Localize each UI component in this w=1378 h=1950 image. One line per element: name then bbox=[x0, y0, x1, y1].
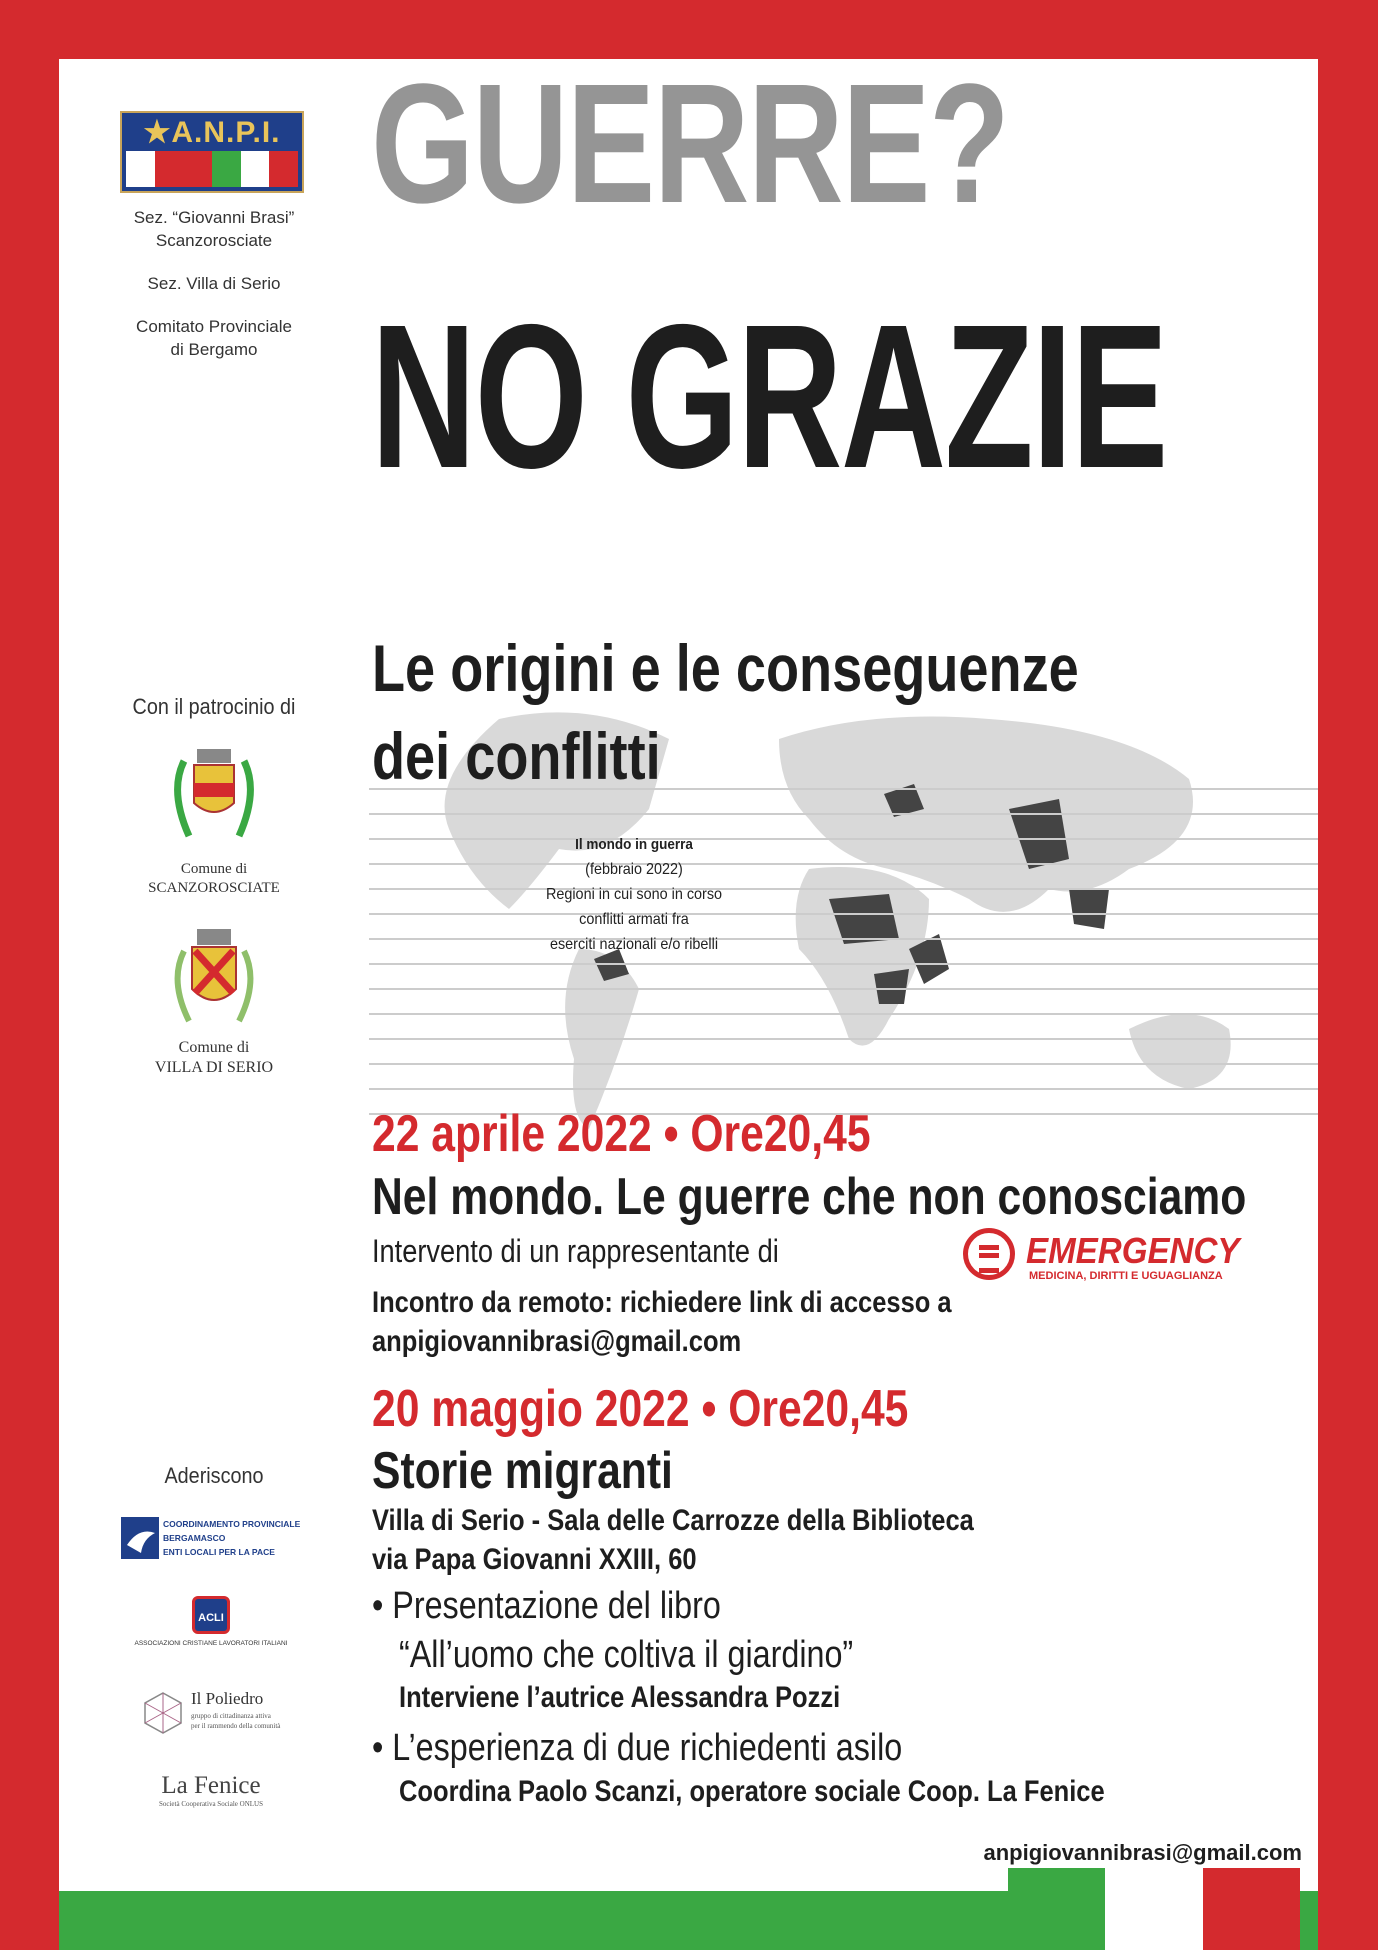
event2-venue: Villa di Serio - Sala delle Carrozze della Biblioteca bbox=[372, 1504, 974, 1537]
event2-book-title: “All’uomo che coltiva il giardino” bbox=[399, 1634, 854, 1676]
anpi-section-town: Scanzorosciate bbox=[155, 231, 273, 250]
comune-scanzorosciate: Comune di SCANZOROSCIATE bbox=[148, 861, 280, 896]
event1-speaker: Intervento di un rappresentante di bbox=[372, 1233, 779, 1269]
coordinamento-line2: BERGAMASCO bbox=[163, 1533, 226, 1543]
poliedro-caption1: gruppo di cittadinanza attiva bbox=[191, 1712, 271, 1720]
map-legend bbox=[540, 832, 729, 957]
event2-coordinator-note: Coordina Paolo Scanzi, operatore sociale Coop. La Fenice bbox=[399, 1775, 1105, 1808]
event2-date: 20 maggio 2022 • Ore20,45 bbox=[372, 1380, 909, 1438]
anpi-section-name: Sez. “Giovanni Brasi” bbox=[133, 208, 295, 227]
map-legend-line2: Regioni in cui sono in corso bbox=[545, 886, 723, 903]
anpi-committee: Comitato Provinciale bbox=[136, 317, 292, 336]
emergency-name: EMERGENCY bbox=[1026, 1230, 1240, 1271]
subtitle-line1: Le origini e le conseguenze bbox=[372, 631, 1079, 705]
aderiscono-label: Aderiscono bbox=[164, 1463, 264, 1488]
anpi-sections bbox=[59, 206, 369, 361]
map-legend-line3: conflitti armati fra bbox=[579, 911, 689, 928]
event1-email[interactable]: anpigiovannibrasi@gmail.com bbox=[372, 1325, 742, 1358]
poster-sheet bbox=[59, 59, 1318, 1950]
subtitle bbox=[372, 624, 1079, 800]
acli-caption: ASSOCIAZIONI CRISTIANE LAVORATORI ITALIANI bbox=[134, 1640, 288, 1647]
la-fenice-logo bbox=[121, 1772, 301, 1808]
coordinamento-logo bbox=[121, 1515, 301, 1561]
map-legend-line1: (febbraio 2022) bbox=[585, 861, 683, 878]
headline-guerre: GUERRE? bbox=[371, 59, 1009, 239]
emergency-logo bbox=[963, 1228, 1263, 1288]
map-legend-title: Il mondo in guerra bbox=[575, 836, 693, 853]
italian-flag-stripes bbox=[126, 151, 298, 187]
coordinamento-line3: ENTI LOCALI PER LA PACE bbox=[163, 1547, 275, 1557]
acli-logo bbox=[121, 1596, 301, 1647]
scanzorosciate-crest-icon bbox=[159, 741, 269, 861]
event2-address: via Papa Giovanni XXIII, 60 bbox=[372, 1543, 697, 1576]
map-legend-line4: eserciti nazionali e/o ribelli bbox=[549, 936, 719, 953]
subtitle-line2: dei conflitti bbox=[372, 719, 661, 793]
emergency-tagline: MEDICINA, DIRITTI E UGUAGLIANZA bbox=[1029, 1270, 1223, 1282]
patronage-label: Con il patrocinio di bbox=[132, 694, 296, 719]
poliedro-caption2: per il rammendo della comunità bbox=[191, 1722, 281, 1730]
la-fenice-caption: Società Cooperativa Sociale ONLUS bbox=[158, 1800, 263, 1808]
la-fenice-name: La Fenice bbox=[161, 1772, 261, 1799]
event1-date: 22 aprile 2022 • Ore20,45 bbox=[372, 1105, 871, 1163]
dove-icon bbox=[121, 1517, 159, 1559]
italian-flag bbox=[1008, 1868, 1300, 1950]
event2-title: Storie migranti bbox=[372, 1442, 673, 1500]
coordinamento-line1: COORDINAMENTO PROVINCIALE bbox=[163, 1519, 301, 1529]
emergency-e-icon bbox=[963, 1228, 1015, 1280]
anpi-section-villa: Sez. Villa di Serio bbox=[147, 274, 281, 293]
event2-item2: • L’esperienza di due richiedenti asilo bbox=[372, 1727, 903, 1769]
event1-remote: Incontro da remoto: richiedere link di accesso a bbox=[372, 1286, 952, 1319]
event1-title: Nel mondo. Le guerre che non conosciamo bbox=[372, 1168, 1247, 1226]
event2-item1: • Presentazione del libro bbox=[372, 1585, 721, 1627]
villa-di-serio-crest-icon bbox=[159, 921, 269, 1041]
headline-no-grazie: NO GRAZIE bbox=[371, 282, 1167, 511]
anpi-committee-city: di Bergamo bbox=[170, 340, 258, 359]
anpi-logo bbox=[120, 111, 304, 193]
comune-villa-di-serio: Comune di VILLA DI SERIO bbox=[154, 1039, 274, 1076]
footer-email[interactable]: anpigiovannibrasi@gmail.com bbox=[983, 1840, 1302, 1865]
event2-author-note: Interviene l’autrice Alessandra Pozzi bbox=[399, 1681, 841, 1714]
anpi-logo-text: ★A.N.P.I. bbox=[143, 116, 281, 149]
polyhedron-icon bbox=[141, 1691, 185, 1735]
poliedro-name: Il Poliedro bbox=[191, 1689, 264, 1708]
acli-badge: ACLI bbox=[192, 1596, 230, 1634]
poliedro-logo bbox=[141, 1689, 301, 1739]
